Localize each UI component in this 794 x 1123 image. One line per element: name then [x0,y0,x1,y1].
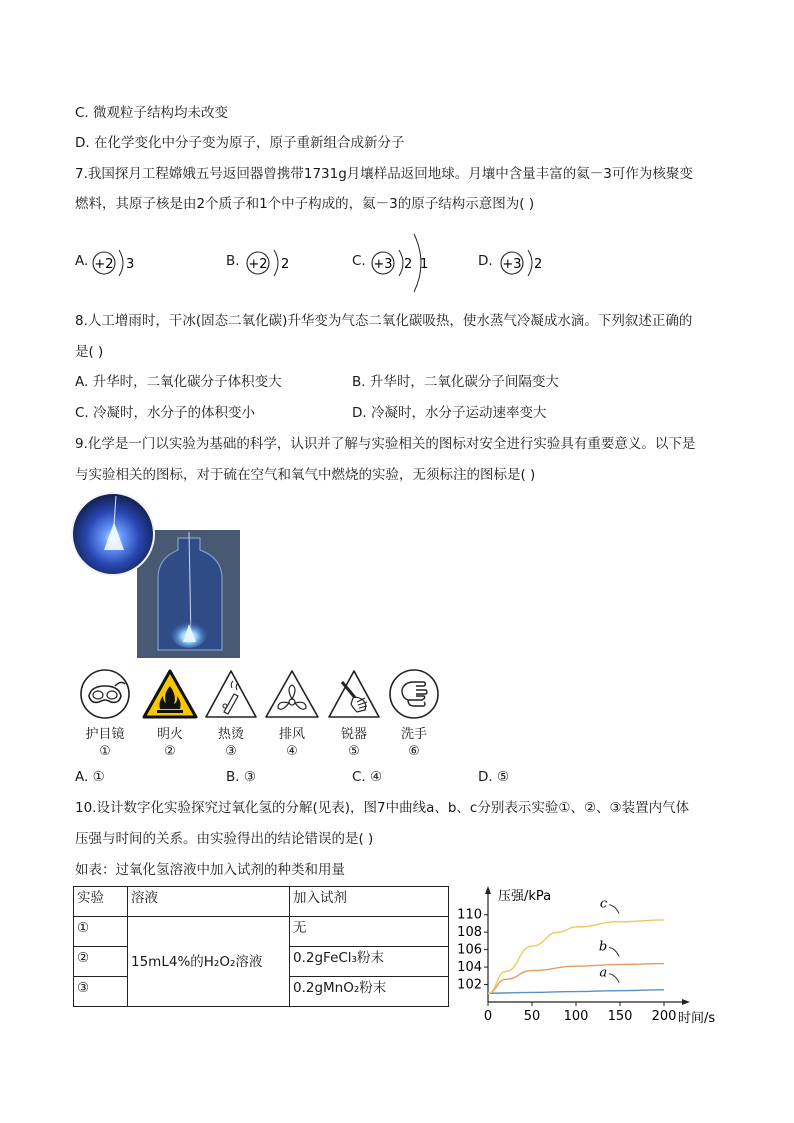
table-header-cell: 溶液 [128,887,290,917]
x-tick-label: 0 [483,1009,493,1024]
q6-option-d: D. 在化学变化中分子变为原子，原子重新组合成新分子 [75,135,405,151]
y-axis-arrow [485,886,491,894]
nucleus-charge: +3 [373,257,393,272]
x-axis-arrow [682,999,690,1005]
atom-diagram [362,240,452,286]
y-axis-label: 压强/kPa [498,889,552,904]
q9-icon-hot-surface [203,668,259,760]
series-line-b [488,964,664,994]
y-tick-label: 110 [457,907,482,923]
icon-number: ③ [225,744,237,759]
q9-icon-sharp-object [326,668,382,760]
experiment-table [73,886,449,1007]
series-line-a [488,990,664,993]
nucleus-charge: +2 [248,257,268,272]
y-tick-label: 104 [457,960,482,976]
electron-count: 2 [534,257,543,272]
table-caption: 如表：过氧化氢溶液中加入试剂的种类和用量 [75,862,345,878]
electron-count: 2 [404,257,413,272]
table-cell-exp: ③ [74,977,128,1007]
q9-stem-line1: 9.化学是一门以实验为基础的科学，认识并了解与实验相关的图标对安全进行实验具有重要意义。以下是 [75,436,696,452]
table-header-cell: 加入试剂 [290,887,449,917]
pressure-time-chart [452,882,732,1032]
icon-label: 明火 [156,727,183,742]
y-tick-label: 106 [457,942,482,958]
q9-icon-exhaust-fan [264,668,320,760]
x-tick-label: 150 [607,1009,633,1024]
q8-option-a: A. 升华时，二氧化碳分子体积变大 [75,374,282,390]
icon-number: ② [164,744,176,759]
series-leader-c [609,905,619,914]
x-tick-label: 50 [523,1009,541,1024]
q10-stem-line2: 压强与时间的关系。由实验得出的结论错误的是( ) [75,831,374,847]
q9-stem-line2: 与实验相关的图标，对于硫在空气和氧气中燃烧的实验，无须标注的图标是( ) [75,467,536,483]
q9-option-c: C. ④ [352,769,383,785]
series-label-a: a [599,965,608,981]
hot-surface-icon [204,668,258,720]
exhaust-fan-icon [264,668,320,720]
icon-number: ⑤ [348,744,360,759]
q6-option-c: C. 微观粒子结构均未改变 [75,105,229,121]
q7-stem-line2: 燃料，其原子核是由2个质子和1个中子构成的，氦－3的原子结构示意图为( ) [75,196,535,212]
option-letter: C. [352,253,366,269]
q9-icon-wash-hands [386,668,442,760]
atom-diagram [85,240,155,286]
q9-option-d: D. ⑤ [478,769,510,785]
sharp-object-icon [327,668,381,720]
option-letter: A. [75,253,89,269]
option-letter: B. [226,253,240,269]
nucleus-charge: +2 [94,257,114,272]
icon-number: ⑥ [408,744,420,759]
q9-icon-goggles [77,668,133,760]
q9-option-b: B. ③ [226,769,256,785]
x-tick-label: 200 [651,1009,677,1024]
electron-count: 2 [281,257,290,272]
q8-option-d: D. 冷凝时，水分子运动速率变大 [352,405,547,421]
icon-number: ① [99,744,111,759]
y-tick-label: 108 [457,925,482,941]
q9-option-a: A. ① [75,769,105,785]
electron-count: 3 [126,257,135,272]
q8-option-c: C. 冷凝时，水分子的体积变小 [75,405,256,421]
wash-hands-icon [388,668,440,720]
open-flame-icon [142,668,198,720]
nucleus-charge: +3 [502,257,522,272]
table-header-cell: 实验 [74,887,128,917]
icon-number: ④ [286,744,298,759]
icon-label: 锐器 [340,727,367,742]
atom-diagram [236,240,306,286]
table-cell-reagent: 0.2gMnO₂粉末 [290,977,449,1007]
series-label-c: c [599,896,608,912]
option-letter: D. [478,253,493,269]
q8-stem-line2: 是( ) [75,344,104,360]
series-label-b: b [598,939,608,955]
q7-stem-line1: 7.我国探月工程嫦娥五号返回器曾携带1731g月壤样品返回地球。月壤中含量丰富的氦－3可作为核聚变 [75,166,693,182]
x-axis-label: 时间/s [678,1011,716,1026]
table-cell-reagent: 无 [290,917,449,947]
table-header-row [74,887,449,917]
series-line-c [488,920,664,993]
table-cell-exp: ① [74,917,128,947]
table-cell-exp: ② [74,947,128,977]
atom-diagram [488,240,558,286]
q8-stem-line1: 8.人工增雨时，干冰(固态二氧化碳)升华变为气态二氧化碳吸热，使水蒸气冷凝成水滴。下列叙述正确的 [75,313,693,329]
electron-count: 1 [420,257,429,272]
icon-label: 热烫 [217,727,244,742]
q9-icon-open-flame [142,668,198,760]
icon-label: 护目镜 [85,727,125,742]
x-tick-label: 100 [563,1009,589,1024]
goggles-icon [79,668,131,720]
icon-label: 洗手 [400,727,427,742]
q10-stem-line1: 10.设计数字化实验探究过氧化氢的分解(见表)，图7中曲线a、b、c分别表示实验①、②、③装置内气体 [75,800,690,816]
y-tick-label: 102 [457,977,482,993]
q8-option-b: B. 升华时，二氧化碳分子间隔变大 [352,374,559,390]
sulfur-burning-photo [70,492,245,662]
table-row [74,917,449,947]
icon-label: 排风 [278,727,305,742]
series-leader-a [609,974,619,983]
table-cell-reagent: 0.2gFeCl₃粉末 [290,947,449,977]
series-leader-b [609,947,619,956]
table-cell-solution: 15mL4%的H₂O₂溶液 [128,917,290,1007]
